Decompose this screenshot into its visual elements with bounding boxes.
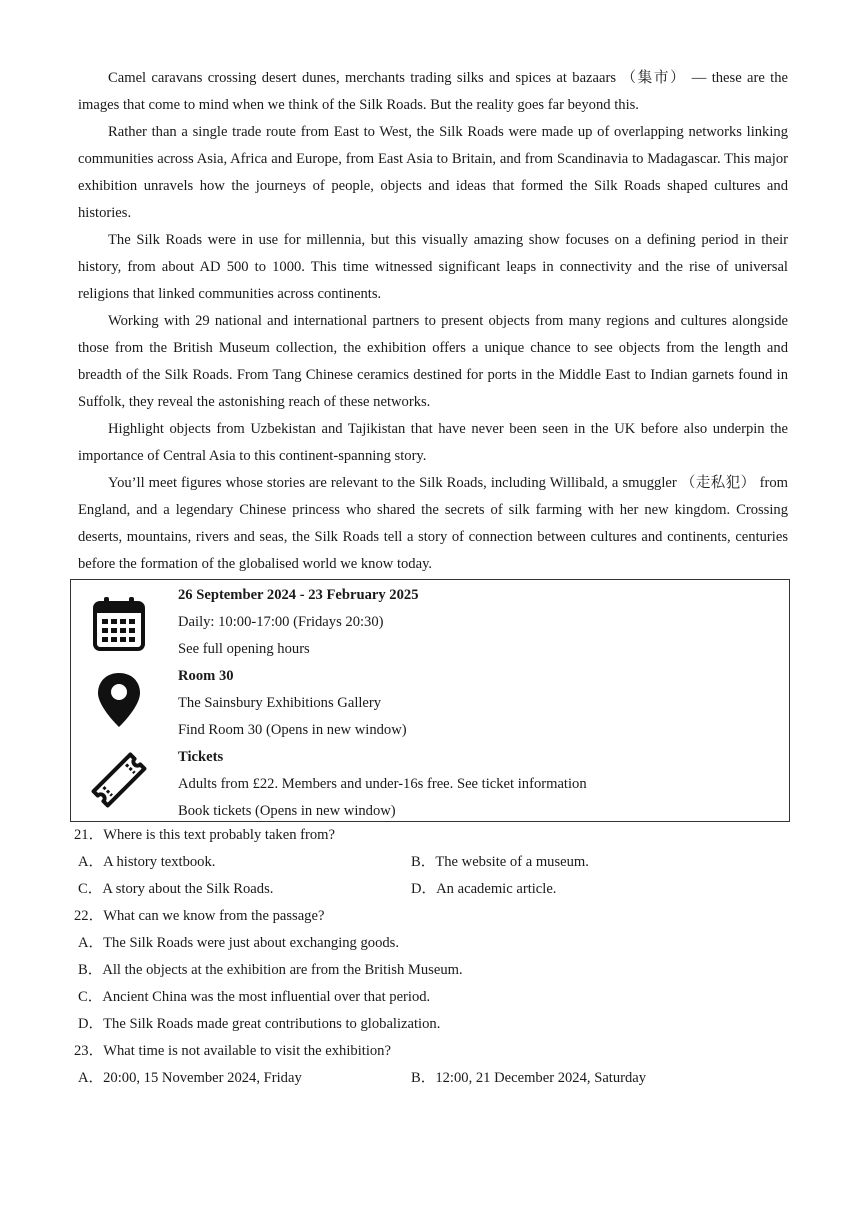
question-stem: 22．What can we know from the passage? (74, 908, 325, 924)
option-d: D．An academic article. (411, 881, 557, 897)
question-22 (74, 903, 788, 1038)
question-stem: 23．What time is not available to visit the exhibition? (74, 1043, 391, 1059)
find-room-link[interactable]: Find Room 30 (Opens in new window) (178, 722, 407, 738)
opening-hours-link[interactable]: See full opening hours (178, 641, 310, 657)
option-b: B．All the objects at the exhibition are from the British Museum. (78, 962, 463, 978)
info-dates-heading: 26 September 2024 - 23 February 2025 (178, 587, 419, 603)
ticket-icon (89, 750, 149, 810)
exhibition-info-box (70, 579, 790, 822)
option-a: A．20:00, 15 November 2024, Friday (78, 1070, 302, 1086)
option-a: A．The Silk Roads were just about exchanging goods. (78, 935, 400, 951)
info-location-heading: Room 30 (178, 668, 234, 684)
option-c: C．A story about the Silk Roads. (78, 881, 274, 897)
info-location-gallery: The Sainsbury Exhibitions Gallery (178, 695, 382, 711)
passage-paragraph: You’ll meet figures whose stories are relevant to the Silk Roads, including Willibald, a smuggler （走私犯） from England, and a legendary Chinese princess who shared the secrets of silk farming with her new kingdom. Crossing deserts, mountains, rivers and seas, the Silk Roads tell a story of connection between cultures and continents, centuries before the formation of the globalised world we know today. (78, 475, 788, 572)
option-d: D．The Silk Roads made great contributions to globalization. (78, 1016, 441, 1032)
passage-paragraph: Rather than a single trade route from East to West, the Silk Roads were made up of overlapping networks linking communities across Asia, Africa and Europe, from East Asia to Britain, and from Scandinavia to Madagascar. This major exhibition unravels how the journeys of people, objects and ideas that formed the Silk Roads shaped cultures and histories. (78, 124, 788, 221)
question-stem: 21．Where is this text probably taken from? (74, 827, 335, 843)
info-tickets-prices: Adults from £22. Members and under-16s free. See ticket information (178, 776, 587, 792)
info-tickets-heading: Tickets (178, 749, 224, 765)
passage-paragraph: Working with 29 national and international partners to present objects from many regions and cultures alongside those from the British Museum collection, the exhibition offers a unique chance to see objects from the length and breadth of the Silk Roads. From Tang Chinese ceramics destined for ports in the Middle East to Indian garnets found in Suffolk, they reveal the astonishing reach of these networks. (78, 313, 788, 410)
passage-paragraph: Camel caravans crossing desert dunes, merchants trading silks and spices at bazaars （集市） — these are the images that come to mind when we think of the Silk Roads. But the reality goes far beyond this. (78, 70, 788, 113)
option-c: C．Ancient China was the most influential over that period. (78, 989, 431, 1005)
option-a: A．A history textbook. (78, 854, 216, 870)
location-pin-icon (89, 669, 149, 729)
document-page (74, 65, 788, 1092)
passage-paragraph: The Silk Roads were in use for millennia, but this visually amazing show focuses on a defining period in their history, from about AD 500 to 1000. This time witnessed significant leaps in connectivity and the rise of universal religions that linked communities across continents. (78, 232, 788, 302)
question-21 (74, 822, 788, 903)
option-b: B．12:00, 21 December 2024, Saturday (411, 1070, 647, 1086)
calendar-icon (89, 594, 149, 654)
passage-paragraph: Highlight objects from Uzbekistan and Tajikistan that have never been seen in the UK before also underpin the importance of Central Asia to this continent-spanning story. (78, 421, 788, 464)
question-23 (74, 1038, 788, 1092)
info-dates-hours: Daily: 10:00-17:00 (Fridays 20:30) (178, 614, 384, 630)
option-b: B．The website of a museum. (411, 854, 589, 870)
book-tickets-link[interactable]: Book tickets (Opens in new window) (178, 803, 396, 819)
